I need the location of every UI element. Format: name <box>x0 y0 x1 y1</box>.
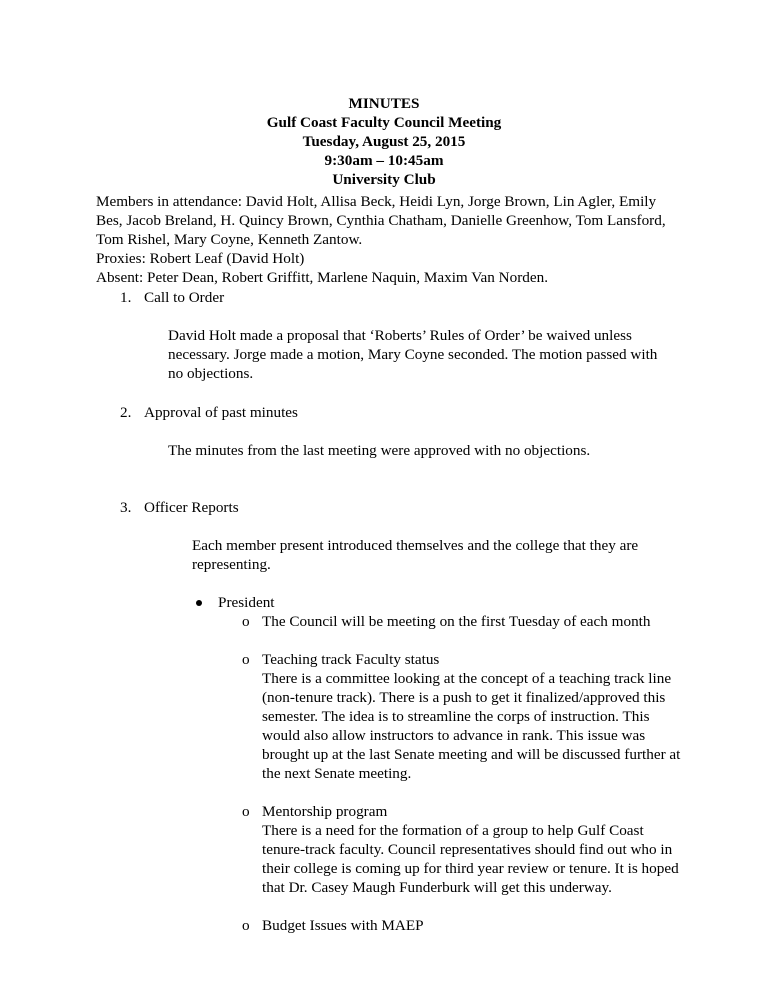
item-3-body <box>192 536 652 574</box>
subitem-body-text: There is a committee looking at the concept of a teaching track line (non-tenure track). There is a push to get it finalized/approved this semester. The idea is to streamline the corps of instruction. This would also allow instructors to advance in rank. This issue was brought up at the last Senate meeting and will be discussed further at the next Senate meeting. <box>262 670 681 782</box>
absent-members: Absent: Peter Dean, Robert Griffitt, Marlene Naquin, Maxim Van Norden. <box>96 269 549 286</box>
header-date: Tuesday, August 25, 2015 <box>302 133 466 150</box>
subitem-title: Budget Issues with MAEP <box>262 917 424 934</box>
bullet-icon <box>196 600 202 606</box>
subitem-title: The Council will be meeting on the first Tuesday of each month <box>262 613 651 630</box>
attendance-section <box>96 192 686 287</box>
minutes-header <box>0 94 768 189</box>
header-location: University Club <box>332 171 436 188</box>
header-time: 9:30am – 10:45am <box>324 152 444 169</box>
item-title: Approval of past minutes <box>144 404 298 421</box>
subitem-body <box>262 650 682 783</box>
circle-bullet-icon: o <box>242 803 250 820</box>
subitem-body <box>262 916 682 935</box>
item-1-body <box>168 326 658 383</box>
item-number: 1. <box>120 289 132 306</box>
subitem-title: Teaching track Faculty status <box>262 651 440 668</box>
item-number: 3. <box>120 499 132 516</box>
subitem-title: Mentorship program <box>262 803 388 820</box>
circle-bullet-icon: o <box>242 613 250 630</box>
proxies: Proxies: Robert Leaf (David Holt) <box>96 250 305 267</box>
members-in-attendance: Members in attendance: David Holt, Allisa Beck, Heidi Lyn, Jorge Brown, Lin Agler, Emily Bes, Jacob Breland, H. Quincy Brown, Cynthia Chatham, Danielle Greenhow, Tom Lansford, Tom Rishel, Mary Coyne, Kenneth Zantow. <box>96 193 666 248</box>
item-title: Officer Reports <box>144 499 239 516</box>
item-title: Call to Order <box>144 289 225 306</box>
agenda-item-1 <box>120 288 225 307</box>
subitem-body <box>262 802 682 897</box>
header-meeting-name: Gulf Coast Faculty Council Meeting <box>266 114 502 131</box>
item-body-text: Each member present introduced themselves and the college that they are representing. <box>192 537 639 573</box>
item-body-text: The minutes from the last meeting were approved with no objections. <box>168 442 591 459</box>
subitem-body <box>262 612 682 631</box>
president-label: President <box>218 594 275 611</box>
subitem-body-text: There is a need for the formation of a group to help Gulf Coast tenure-track faculty. Council representatives should find out who in their college is coming up for third year review or tenure. It is hoped that Dr. Casey Maugh Funderburk will get this underway. <box>262 822 679 896</box>
circle-bullet-icon: o <box>242 917 250 934</box>
circle-bullet-icon: o <box>242 651 250 668</box>
item-body-text: David Holt made a proposal that ‘Roberts’ Rules of Order’ be waived unless necessary. Jorge made a motion, Mary Coyne seconded. The motion passed with no objections. <box>168 327 658 382</box>
agenda-item-3 <box>120 498 239 517</box>
item-2-body <box>168 441 658 460</box>
header-title: MINUTES <box>348 95 420 112</box>
agenda-item-2 <box>120 403 298 422</box>
item-number: 2. <box>120 404 132 421</box>
